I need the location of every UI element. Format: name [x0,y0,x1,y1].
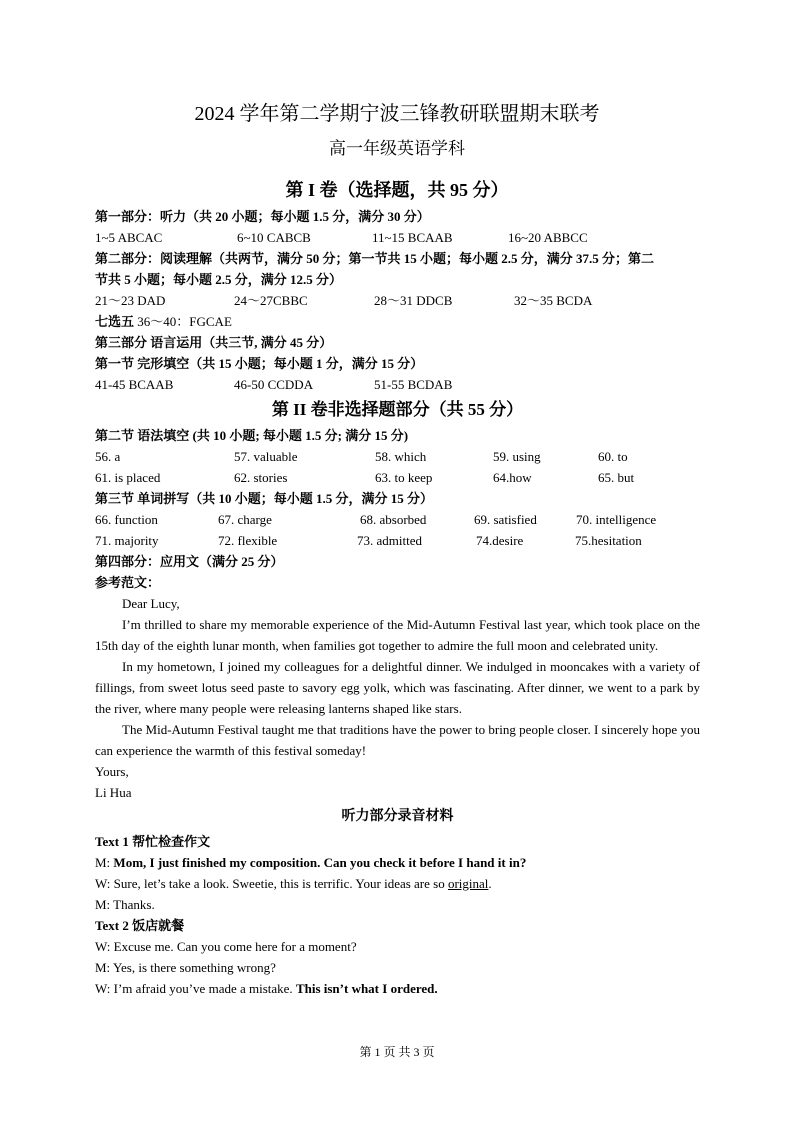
writing-heading: 第四部分：应用文（满分 25 分） [95,554,284,569]
underlined-answer-word: original [447,876,489,891]
dialogue-line [95,873,700,894]
answer-content [95,206,700,999]
listening-script-title: 听力部分录音材料 [341,809,454,824]
answer-item: 68. absorbed [360,512,427,527]
language-use-heading: 第三部分 语言运用（共三节, 满分 45 分） [95,335,333,350]
answer-item: 74.desire [476,533,524,548]
answer-item: 58. which [375,449,427,464]
seven-choose-five-answer: 36～40：FGCAE [134,314,232,329]
exam-subtitle: 高一年级英语学科 [329,139,465,158]
answer-group: 6~10 CABCB [237,230,311,245]
spelling-heading: 第三节 单词拼写（共 10 小题；每小题 1.5 分，满分 15 分） [95,491,434,506]
letter-greeting: Dear Lucy, [122,596,180,611]
dialogue-line [95,978,700,999]
dialogue-line: M: Yes, is there something wrong? [95,960,276,975]
dialogue-emphasis: Mom, I just finished my composition. Can you check it before I hand it in? [113,855,527,870]
cloze-heading: 第一节 完形填空（共 15 小题；每小题 1 分，满分 15 分） [95,356,424,371]
dialogue-emphasis: This isn’t what I ordered. [295,981,438,996]
dialogue-text: . [488,876,492,891]
cloze-answers-row [95,374,700,395]
listening-heading: 第一部分：听力（共 20 小题；每小题 1.5 分，满分 30 分） [95,209,430,224]
sample-essay-heading: 参考范文： [95,575,161,590]
letter-paragraph: In my hometown, I joined my colleagues for a delightful dinner. We indulged in mooncakes with a variety of fillings, from sweet lotus seed paste to savory egg yolk, which was fascinating. After dinner, we went to a park by the river, where many people were releasing lanterns shaped like stars. [95,659,700,716]
dialogue-text: W: Sure, let’s take a look. Sweetie, this is terrific. Your ideas are so [95,876,448,891]
dialogue-line: W: Excuse me. Can you come here for a moment? [95,939,357,954]
letter-signature: Li Hua [95,785,132,800]
answer-item: 60. to [598,449,628,464]
answer-item: 73. admitted [357,533,422,548]
answer-item: 72. flexible [218,533,278,548]
answer-group: 51-55 BCDAB [374,377,453,392]
answer-group: 24～27CBBC [234,293,308,308]
answer-item: 62. stories [234,470,288,485]
letter-paragraph: The Mid-Autumn Festival taught me that traditions have the power to bring people closer. I sincerely hope you can experience the warmth of this festival someday! [95,722,700,758]
spelling-answers-row [95,530,700,551]
answer-item: 63. to keep [375,470,433,485]
seven-choose-five-row [95,311,700,332]
answer-item: 70. intelligence [576,512,657,527]
answer-item: 59. using [493,449,541,464]
part2-title: 第 II 卷非选择题部分（共 55 分） [271,400,524,419]
answer-item: 57. valuable [234,449,298,464]
grammar-answers-row [95,467,700,488]
answer-group: 1~5 ABCAC [95,230,163,245]
part1-title: 第 I 卷（选择题，共 95 分） [285,180,509,200]
answer-group: 32～35 BCDA [514,293,593,308]
answer-group: 21～23 DAD [95,293,166,308]
speaker-label: M: [95,855,114,870]
page-number: 第 1 页 共 3 页 [359,1045,435,1059]
grammar-heading: 第二节 语法填空 (共 10 小题; 每小题 1.5 分; 满分 15 分) [95,428,409,443]
spelling-answers-row [95,509,700,530]
exam-title: 2024 学年第二学期宁波三锋教研联盟期末联考 [194,103,600,125]
answer-item: 67. charge [218,512,272,527]
seven-choose-five-label: 七选五 [95,314,135,329]
answer-group: 46-50 CCDDA [234,377,314,392]
answer-item: 71. majority [95,533,159,548]
dialogue-line: M: Thanks. [95,897,155,912]
answer-group: 16~20 ABBCC [508,230,588,245]
answer-item: 64.how [493,470,532,485]
answer-item: 65. but [598,470,635,485]
reading-answers-row [95,290,700,311]
answer-item: 69. satisfied [474,512,537,527]
letter-paragraph: I’m thrilled to share my memorable experience of the Mid-Autumn Festival last year, which took place on the 15th day of the eighth lunar month, when families got together to admire the full moon and celebrated unity. [95,617,700,653]
text2-heading: Text 2 饭店就餐 [95,918,185,933]
answer-group: 11~15 BCAAB [372,230,453,245]
grammar-answers-row [95,446,700,467]
answer-item: 75.hesitation [575,533,642,548]
dialogue-text: W: I’m afraid you’ve made a mistake. [95,981,296,996]
letter-closing: Yours, [95,764,129,779]
answer-group: 41-45 BCAAB [95,377,174,392]
reading-heading-line1: 第二部分：阅读理解（共两节，满分 50 分；第一节共 15 小题；每小题 2.5 分，满分 37.5 分；第二 [95,251,655,266]
answer-item: 66. function [95,512,158,527]
dialogue-line [95,852,700,873]
reading-heading-line2: 节共 5 小题；每小题 2.5 分，满分 12.5 分） [95,272,343,287]
answer-item: 61. is placed [95,470,161,485]
answer-group: 28～31 DDCB [374,293,453,308]
text1-heading: Text 1 帮忙检查作文 [95,834,211,849]
answer-item: 56. a [95,449,121,464]
listening-answers-row [95,227,700,248]
